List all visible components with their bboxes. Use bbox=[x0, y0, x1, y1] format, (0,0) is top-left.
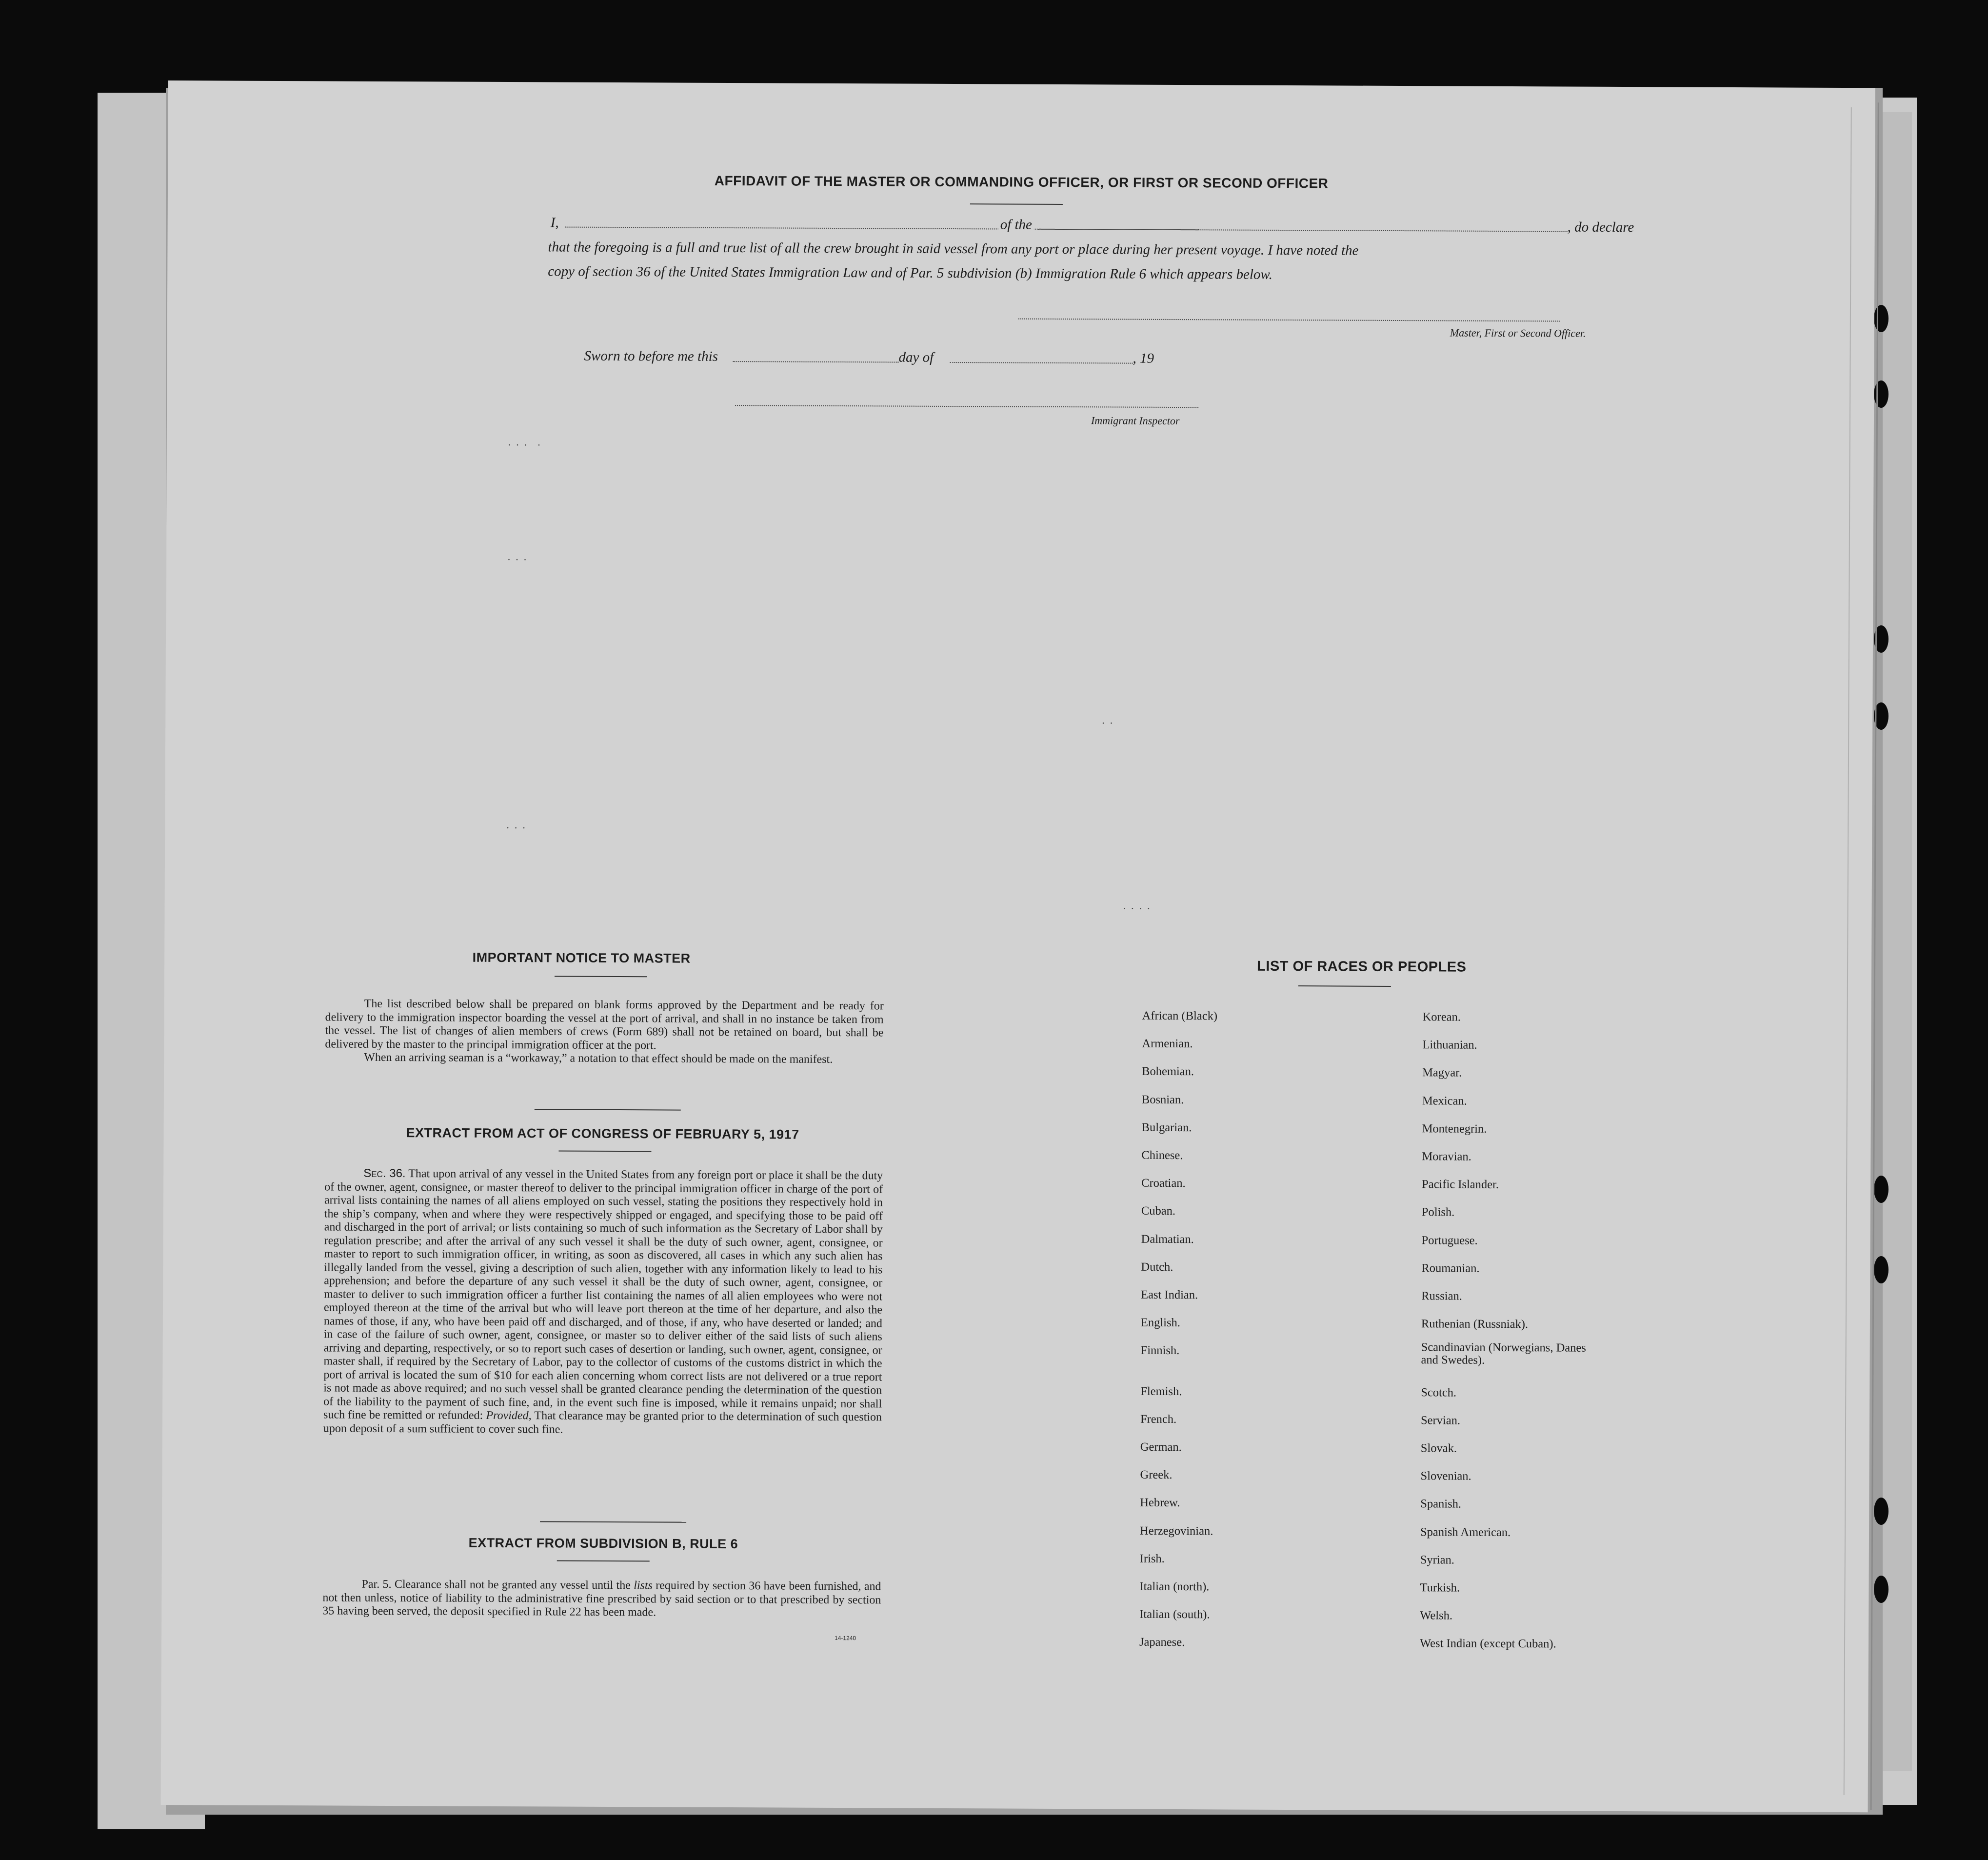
race-item: Portuguese. bbox=[1421, 1233, 1478, 1247]
stray-mark: . . . bbox=[506, 819, 525, 831]
race-item: Greek. bbox=[1140, 1468, 1173, 1482]
race-item: Herzegovinian. bbox=[1139, 1524, 1213, 1538]
sworn-month-blank[interactable] bbox=[950, 362, 1133, 364]
inspector-label: Immigrant Inspector bbox=[1091, 414, 1180, 427]
race-item: African (Black) bbox=[1142, 1009, 1218, 1023]
race-item: Italian (north). bbox=[1139, 1580, 1210, 1594]
act-extract-title: EXTRACT FROM ACT OF CONGRESS OF FEBRUARY 5, 1917 bbox=[406, 1125, 799, 1142]
race-item: Spanish. bbox=[1420, 1497, 1462, 1511]
act-title-underline bbox=[558, 1151, 651, 1152]
signature-label: Master, First or Second Officer. bbox=[1450, 326, 1586, 340]
race-item: Cuban. bbox=[1141, 1204, 1176, 1218]
notice-paragraph-1: The list described below shall be prepared on blank forms approved by the Department and be ready for delivery to the immigration inspector boarding the vessel at the port of arrival, and shall in no instance be taken from the vessel. The list of changes of alien members of crews (Form 689) shall not be retained on board, but shall be delivered by the master to the principal immigration officer at the port. bbox=[325, 997, 884, 1052]
punch-hole bbox=[1874, 1256, 1889, 1283]
race-item: Turkish. bbox=[1420, 1581, 1460, 1595]
affidavit-title: AFFIDAVIT OF THE MASTER OR COMMANDING OFFICER, OR FIRST OR SECOND OFFICER bbox=[714, 173, 1329, 191]
race-item: Dutch. bbox=[1141, 1260, 1173, 1274]
race-item: English. bbox=[1140, 1316, 1180, 1330]
race-item: Dalmatian. bbox=[1141, 1232, 1194, 1246]
punch-hole bbox=[1874, 1576, 1889, 1603]
affidavit-line1-end: , do declare bbox=[1567, 219, 1634, 236]
race-item: Mexican. bbox=[1422, 1094, 1467, 1108]
title-underline bbox=[970, 203, 1063, 205]
section-36-text: That upon arrival of any vessel in the United States from any foreign port or place it shall be the duty of the owner, agent, consignee, or master thereof to deliver to the principal immigration officer in charge of the port of arrival lists containing the names of all aliens employed on such vessel, stating the positions they respectively hold in the ship’s company, when and where they were respectively shipped or engaged, and specifying those to be paid off and discharged in the port of arrival; or lists containing so much of such information as the Secretary of Labor shall by regulation prescribe; and after the arrival of any such vessel it shall be the duty of such owner, agent, consignee, or master to report to such immigration officer, in writing, as soon as discovered, all cases in which any such alien has illegally landed from the vessel, giving a description of such alien, together with any information likely to lead to his apprehension; and before the departure of any such vessel it shall be the duty of such owner, agent, consignee, or master to deliver to such immigration officer a further list containing the names of all alien employees who were not employed thereon at the time of the arrival but who will leave port thereon at the time of her departure, and also the names of those, if any, who have been paid off and discharged, and of those, if any, who have deserted or landed; and in case of the failure of such owner, agent, consignee, or master so to deliver either of the said lists of such aliens arriving and departing, respectively, or so to report such cases of desertion or landing, such owner, agent, consignee, or master shall, if required by the Secretary of Labor, pay to the collector of customs of the customs district in which the port of arrival is located the sum of $10 for each alien concerning whom correct lists are not delivered or a true report is not made as above required; and no such vessel shall be granted clearance pending the determination of the question of the liability to the payment of such fine, and, in the event such fine is imposed, while it remains unpaid; nor shall such fine be remitted or refunded: bbox=[323, 1167, 883, 1422]
notice-underline bbox=[555, 976, 647, 977]
punch-hole bbox=[1874, 1498, 1889, 1525]
stray-mark: . . . bbox=[507, 550, 527, 563]
lists-word: lists bbox=[634, 1579, 653, 1592]
signature-line[interactable] bbox=[1018, 319, 1560, 322]
race-item: Pacific Islander. bbox=[1422, 1178, 1499, 1192]
affidavit-line2: that the foregoing is a full and true list of all the crew brought in said vessel from any port or place during her present voyage. I have noted the bbox=[548, 239, 1359, 259]
inspector-signature-line[interactable] bbox=[735, 405, 1198, 408]
race-item: Slovenian. bbox=[1420, 1469, 1471, 1483]
race-item: Russian. bbox=[1421, 1289, 1462, 1303]
proviso-word: Provided, bbox=[486, 1409, 532, 1422]
races-title: LIST OF RACES OR PEOPLES bbox=[1257, 958, 1467, 975]
rule-extract-body bbox=[322, 1578, 881, 1620]
stray-mark: . . bbox=[1102, 714, 1113, 726]
proviso-text: That clearance may be granted prior to the determination of such question upon deposit of a sum sufficient to cover such fine. bbox=[323, 1409, 882, 1436]
race-item: French. bbox=[1140, 1412, 1177, 1426]
race-item: Scotch. bbox=[1421, 1385, 1457, 1400]
race-item: West Indian (except Cuban). bbox=[1419, 1637, 1556, 1651]
race-item: Slovak. bbox=[1420, 1441, 1457, 1455]
race-item: Moravian. bbox=[1422, 1150, 1471, 1163]
sworn-start: Sworn to before me this bbox=[584, 348, 718, 364]
race-item: Polish. bbox=[1421, 1205, 1455, 1219]
race-item: Magyar. bbox=[1422, 1066, 1462, 1080]
race-item: Syrian. bbox=[1420, 1553, 1454, 1567]
race-item: Lithuanian. bbox=[1422, 1038, 1477, 1052]
race-item: East Indian. bbox=[1141, 1288, 1198, 1302]
affidavit-line1-mid: of the bbox=[998, 217, 1034, 233]
stray-mark: . . . . bbox=[508, 436, 540, 448]
race-item: Roumanian. bbox=[1421, 1261, 1480, 1275]
race-item: Flemish. bbox=[1140, 1384, 1182, 1398]
section-divider bbox=[535, 1109, 681, 1110]
race-item: Spanish American. bbox=[1420, 1525, 1511, 1539]
notice-title: IMPORTANT NOTICE TO MASTER bbox=[472, 950, 691, 966]
stray-mark: . . . . bbox=[1123, 899, 1150, 912]
section-divider bbox=[540, 1521, 686, 1522]
race-item: Hebrew. bbox=[1140, 1496, 1180, 1510]
races-title-underline bbox=[1298, 985, 1391, 987]
vessel-blank[interactable] bbox=[1038, 229, 1568, 232]
race-item: Irish. bbox=[1139, 1552, 1165, 1565]
race-item: German. bbox=[1140, 1440, 1182, 1454]
punch-hole bbox=[1874, 1176, 1889, 1203]
race-item: Armenian. bbox=[1142, 1037, 1193, 1051]
notice-paragraph-2: When an arriving seaman is a “workaway,” a notation to that effect should be made on the manifest. bbox=[364, 1051, 833, 1066]
rule-extract-title: EXTRACT FROM SUBDIVISION B, RULE 6 bbox=[468, 1535, 738, 1552]
sworn-end: , 19 bbox=[1133, 350, 1154, 366]
form-number: 14-1240 bbox=[835, 1634, 856, 1642]
punch-hole bbox=[1874, 305, 1889, 332]
rule-title-underline bbox=[557, 1560, 650, 1562]
race-item: Bosnian. bbox=[1141, 1093, 1184, 1106]
sworn-day-blank[interactable] bbox=[733, 361, 898, 362]
sworn-mid: day of bbox=[898, 349, 934, 365]
fold-line bbox=[1844, 107, 1852, 1795]
notice-body bbox=[325, 997, 884, 1066]
race-item: Japanese. bbox=[1139, 1636, 1185, 1649]
affidavit-line1-start: I, bbox=[550, 215, 559, 231]
race-item: Italian (south). bbox=[1139, 1607, 1210, 1621]
race-item: Montenegrin. bbox=[1422, 1122, 1487, 1136]
affidavit-line3: copy of section 36 of the United States Immigration Law and of Par. 5 subdivision (b) Immigration Rule 6 which appears below. bbox=[548, 263, 1272, 282]
race-item: Servian. bbox=[1420, 1414, 1461, 1427]
race-item: Bulgarian. bbox=[1141, 1120, 1192, 1134]
race-item: Ruthenian (Russniak). bbox=[1421, 1317, 1529, 1331]
race-item: Scandinavian (Norwegians, Danes and Swedes). bbox=[1421, 1340, 1586, 1367]
act-extract-body bbox=[323, 1166, 883, 1438]
race-item: Chinese. bbox=[1141, 1148, 1183, 1162]
race-item: Croatian. bbox=[1141, 1176, 1186, 1190]
underlying-sheet-right-edge bbox=[1883, 112, 1912, 1771]
race-item: Finnish. bbox=[1140, 1344, 1180, 1358]
race-item: Korean. bbox=[1422, 1010, 1461, 1024]
section-label: Sec. 36. bbox=[363, 1166, 406, 1180]
race-item: Welsh. bbox=[1420, 1609, 1453, 1622]
race-item: Bohemian. bbox=[1142, 1065, 1194, 1079]
rule-text-b: required by section 36 have been furnished, and not then unless, notice of liability to the administrative fine prescribed by said section or to that prescribed by section 35 having been served, the deposit specified in Rule 22 has been made. bbox=[322, 1579, 881, 1619]
manifest-sheet bbox=[161, 80, 1875, 1812]
rule-text-a: Par. 5. Clearance shall not be granted any vessel until the bbox=[361, 1578, 631, 1592]
